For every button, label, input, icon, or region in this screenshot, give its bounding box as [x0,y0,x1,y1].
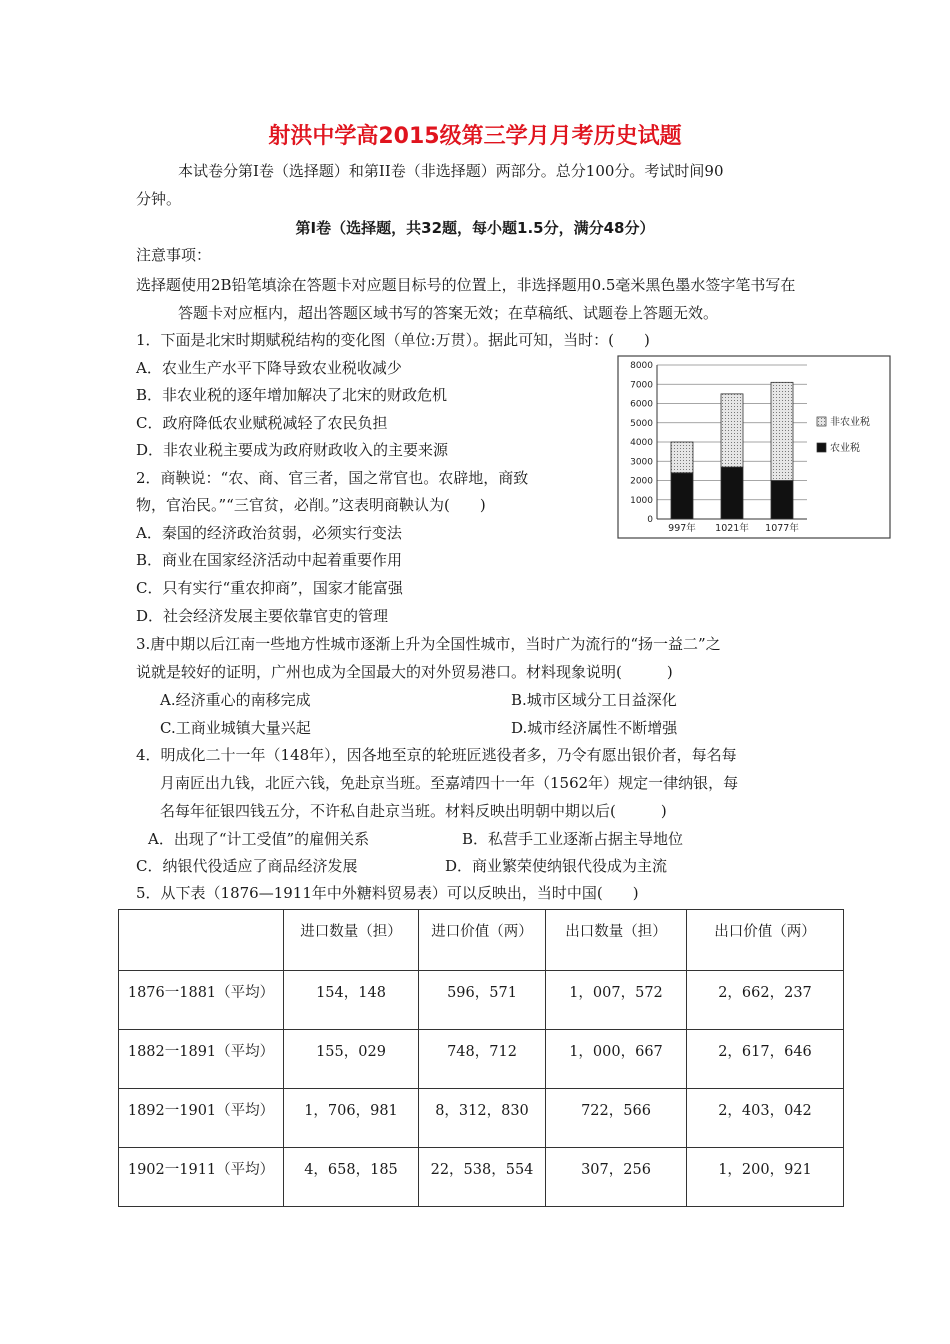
q2-stem-2: 物，官治民。”“三官贫，必削。”这表明商鞅认为( ) [136,496,486,514]
q4-stem-1: 4．明成化二十一年（148年），因各地至京的轮班匠逃役者多，乃令有愿出银价者，每名每 [136,746,737,764]
notice-line-2: 答题卡对应框内，超出答题区域书写的答案无效；在草稿纸、试题卷上答题无效。 [178,304,719,322]
q3-option-d: D.城市经济属性不断增强 [511,719,678,737]
q4-stem-3: 名每年征银四钱五分，不许私自赴京当班。材料反映出明朝中期以后( ) [160,802,667,820]
q4-option-a: A．出现了“计工受值”的雇佣关系 [148,830,370,848]
notice-title: 注意事项： [136,246,212,264]
table-cell: 155，029 [284,1030,419,1089]
table-cell: 596，571 [419,971,546,1030]
table-row [119,1148,844,1207]
bar-agri [671,473,693,519]
bar-nonagri [771,382,793,480]
bar-agri [721,467,743,519]
table-cell: 1876一1881（平均） [119,971,284,1030]
q3-option-b: B.城市区域分工日益深化 [511,691,677,709]
table-header-cell: 进口价值（两） [419,910,546,971]
legend-label: 非农业税 [830,417,870,428]
q3-option-c: C.工商业城镇大量兴起 [160,719,311,737]
tax-structure-chart [617,355,891,539]
bar-agri [771,481,793,520]
table-cell: 2，403，042 [687,1089,844,1148]
intro-line-1: 本试卷分第Ⅰ卷（选择题）和第II卷（非选择题）两部分。总分100分。考试时间90 [178,162,724,180]
table-row [119,1089,844,1148]
section-heading: 第Ⅰ卷（选择题，共32题，每小题1.5分，满分48分） [295,219,655,237]
y-tick-label: 1000 [630,495,653,506]
q4-option-d: D．商业繁荣使纳银代役成为主流 [445,857,668,875]
y-tick-label: 8000 [630,361,653,371]
q1-option-b: B．非农业税的逐年增加解决了北宋的财政危机 [136,386,448,404]
bar-nonagri [671,442,693,473]
table-header-row [119,910,844,971]
table-cell: 1892一1901（平均） [119,1089,284,1148]
table-cell: 1，200，921 [687,1148,844,1207]
table-cell: 4，658，185 [284,1148,419,1207]
table-row [119,1030,844,1089]
table-header-cell: 进口数量（担） [284,910,419,971]
table-cell: 2，617，646 [687,1030,844,1089]
q2-option-c: C．只有实行“重农抑商”，国家才能富强 [136,579,403,597]
legend-swatch [817,443,826,452]
page-title: 射洪中学高2015级第三学月月考历史试题 [268,124,682,149]
table-cell: 1902一1911（平均） [119,1148,284,1207]
table-row [119,971,844,1030]
notice-line-1: 选择题使用2B铅笔填涂在答题卡对应题目标号的位置上，非选择题用0.5毫米黑色墨水签字笔书写在 [136,276,796,294]
sugar-trade-table [118,909,844,1207]
y-tick-label: 7000 [630,380,653,391]
y-tick-label: 6000 [630,399,653,410]
table-cell: 722，566 [546,1089,687,1148]
q1-option-d: D．非农业税主要成为政府财政收入的主要来源 [136,441,449,459]
q4-option-c: C．纳银代役适应了商品经济发展 [136,857,358,875]
bar-nonagri [721,394,743,467]
table-cell: 1，000，667 [546,1030,687,1089]
table-header-cell: 出口数量（担） [546,910,687,971]
legend-label: 农业税 [830,443,860,454]
q3-stem-2: 说就是较好的证明，广州也成为全国最大的对外贸易港口。材料现象说明( ) [136,663,673,681]
y-tick-label: 0 [647,515,653,525]
q2-stem-1: 2．商鞅说：“农、商、官三者，国之常官也。农辟地，商致 [136,469,529,487]
q2-option-d: D．社会经济发展主要依靠官吏的管理 [136,607,389,625]
q2-option-b: B．商业在国家经济活动中起着重要作用 [136,551,403,569]
q1-option-c: C．政府降低农业赋税减轻了农民负担 [136,414,388,432]
x-tick-label: 1077年 [765,523,799,534]
y-tick-label: 5000 [630,418,653,429]
table-cell: 1882一1891（平均） [119,1030,284,1089]
table-cell: 8，312，830 [419,1089,546,1148]
q3-stem-1: 3.唐中期以后江南一些地方性城市逐渐上升为全国性城市，当时广为流行的“扬一益二”之 [136,635,721,653]
q5-stem: 5．从下表（1876—1911年中外糖料贸易表）可以反映出，当时中国( ) [136,884,639,902]
y-tick-label: 4000 [630,438,653,448]
table-cell: 307，256 [546,1148,687,1207]
table-cell: 2，662，237 [687,971,844,1030]
q1-stem: 1．下面是北宋时期赋税结构的变化图（单位:万贯）。据此可知，当时：( ) [136,331,650,349]
q4-option-b: B．私营手工业逐渐占据主导地位 [462,830,684,848]
q3-option-a: A.经济重心的南移完成 [160,691,311,709]
q2-option-a: A．秦国的经济政治贫弱，必须实行变法 [136,524,402,542]
legend-swatch [817,417,826,426]
q1-option-a: A．农业生产水平下降导致农业税收减少 [136,359,402,377]
q4-stem-2: 月南匠出九钱，北匠六钱，免赴京当班。至嘉靖四十一年（1562年）规定一律纳银，每 [160,774,739,792]
y-tick-label: 3000 [630,457,653,468]
table-header-cell: 出口价值（两） [687,910,844,971]
table-cell: 154，148 [284,971,419,1030]
x-tick-label: 997年 [668,523,696,534]
intro-line-2: 分钟。 [136,190,182,208]
y-tick-label: 2000 [630,476,653,487]
table-header-cell [119,910,284,971]
x-tick-label: 1021年 [715,523,749,534]
table-cell: 1，007，572 [546,971,687,1030]
table-cell: 748，712 [419,1030,546,1089]
table-cell: 1，706，981 [284,1089,419,1148]
table-cell: 22，538，554 [419,1148,546,1207]
